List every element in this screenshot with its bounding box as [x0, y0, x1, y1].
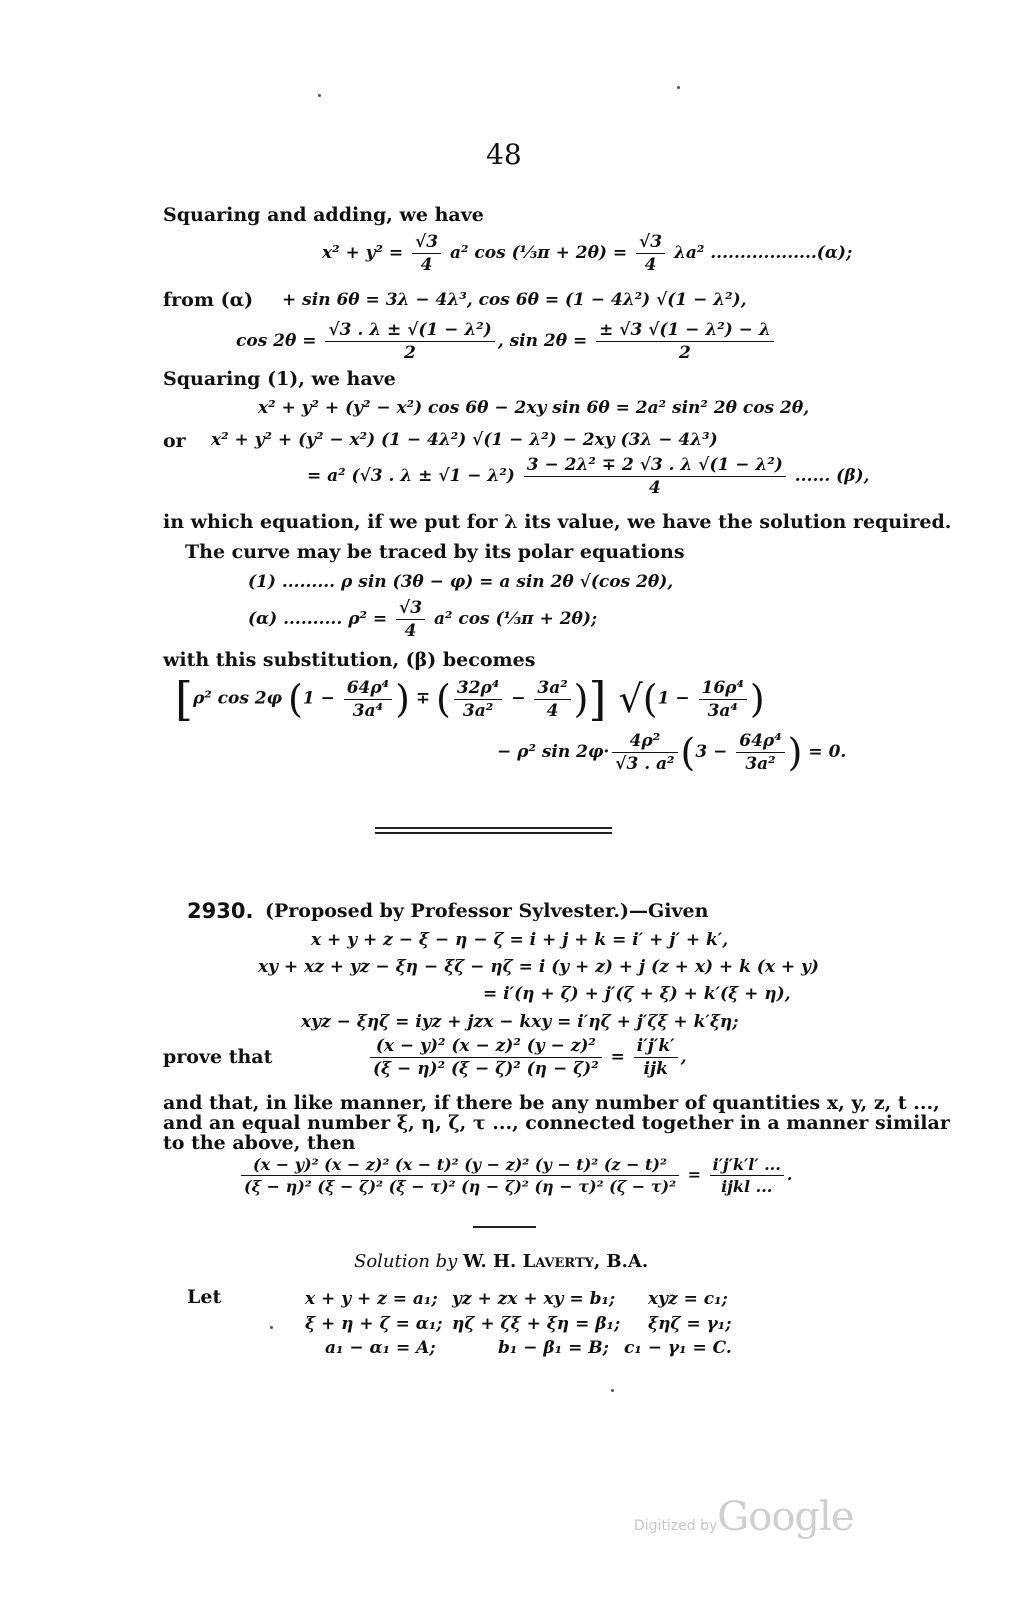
fraction-sqrt3-over-4: $\frac{√3}{4}$: [412, 232, 441, 275]
solution-eq-2b: ηζ + ζξ + ξη = β₁;: [452, 1314, 621, 1334]
solution-eq-3c: c₁ − γ₁ = C.: [624, 1338, 732, 1358]
prove-that-label: prove that: [163, 1046, 273, 1068]
let-label: Let: [187, 1286, 222, 1308]
fraction-prove-lhs: $\frac{\text{(x − y)² (x − z)² (y − z)²}}{\text{(ξ − η)² (ξ − ζ)² (η − ζ)²}}$: [370, 1036, 602, 1079]
solution-eq-3a: a₁ − α₁ = A;: [325, 1338, 436, 1358]
fraction-3a2-4: $\frac{\text{3a²}}{4}$: [534, 678, 570, 721]
big-equation-line-1: [ρ² cos 2φ (1 − $\frac{\text{64ρ⁴}}{\text{3a⁴}}$ ) ∓ ( $\frac{\text{32ρ⁴}}{\text{3a²}}$ − $\frac{\text{3a²}}{4}$ )] √(1 − $\frac{\text{16ρ⁴}}{\text{3a⁴}}$ ): [175, 672, 765, 726]
with-substitution-text: with this substitution, (β) becomes: [163, 649, 536, 671]
and-that-line-1: and that, in like manner, if there be any number of quantities x, y, z, t ...,: [163, 1092, 940, 1114]
proposed-by-text: (Proposed by Professor Sylvester.)—Given: [265, 900, 709, 922]
solution-eq-2a: ξ + η + ζ = α₁;: [305, 1314, 443, 1334]
solution-eq-1a: x + y + z = a₁;: [305, 1289, 438, 1309]
given-equation-3: = i′(η + ζ) + j′(ζ + ξ) + k′(ξ + η),: [483, 984, 791, 1004]
curve-traced-text: The curve may be traced by its polar equations: [185, 541, 685, 563]
page-number: 48: [486, 138, 522, 171]
equation-alpha: x² + y² = $\frac{√3}{4}$ a² cos (⅓π + 2θ) = $\frac{√3}{4}$ λa² ..................(α);: [322, 232, 853, 275]
equation-sin6-cos6: + sin 6θ = 3λ − 4λ³, cos 6θ = (1 − 4λ²) √(1 − λ²),: [282, 290, 747, 310]
fraction-4rho2-sqrt3a2: $\frac{\text{4ρ²}}{\text{√3 . a²}}$: [612, 731, 677, 774]
solution-eq-3b: b₁ − β₁ = B;: [498, 1338, 609, 1358]
fraction-cos2: $\frac{\text{√3 . λ ± √(1 − λ²)}}{2}$: [325, 320, 494, 363]
from-alpha-label: from (α): [163, 289, 254, 311]
fraction-beta: $\frac{\text{3 − 2λ² ∓ 2 √3 . λ √(1 − λ²)}}{4}$: [524, 455, 786, 498]
equation-or: x² + y² + (y² − x²) (1 − 4λ²) √(1 − λ²) − 2xy (3λ − 4λ³): [211, 430, 718, 450]
fraction-general-lhs: $\frac{\text{(x − y)² (x − z)² (x − t)² (y − z)² (y − t)² (z − t)²}}{\text{(ξ − η)² (ξ − ζ)² (ξ − τ)² (η − ζ)² (η − τ)² (ζ − τ)²}}$: [241, 1155, 679, 1196]
big-equation-line-2: − ρ² sin 2φ· $\frac{\text{4ρ²}}{\text{√3 . a²}}$ (3 − $\frac{\text{64ρ⁴}}{\text{3a²}}$ ) = 0.: [497, 730, 847, 775]
in-which-text: in which equation, if we put for λ its value, we have the solution required.: [163, 511, 952, 533]
and-that-line-3: to the above, then: [163, 1132, 356, 1154]
prove-equation: $\frac{\text{(x − y)² (x − z)² (y − z)²}}{\text{(ξ − η)² (ξ − ζ)² (η − ζ)²}}$ = $\frac{i'j'k'}{\text{ijk}}$ ,: [367, 1036, 687, 1079]
or-label: or: [163, 430, 186, 452]
fraction-sqrt3-over-4: $\frac{√3}{4}$: [396, 598, 425, 641]
polar-equation-1: (1) ......... ρ sin (3θ − φ) = a sin 2θ √(cos 2θ),: [248, 572, 674, 592]
general-equation: $\frac{\text{(x − y)² (x − z)² (x − t)² (y − z)² (y − t)² (z − t)²}}{\text{(ξ − η)² (ξ − ζ)² (ξ − τ)² (η − ζ)² (η − τ)² (ζ − τ)²}}$ = $\frac{i'j'k'l' ...}{\text{ijkl ...}}$ .: [238, 1155, 792, 1196]
squaring-adding-text: Squaring and adding, we have: [163, 204, 484, 226]
double-rule-top: [375, 827, 612, 829]
google-watermark: Digitized byGoogle: [634, 1494, 854, 1540]
fraction-16rho4-3a4: $\frac{\text{16ρ⁴}}{\text{3a⁴}}$: [699, 678, 747, 721]
squaring-1-text: Squaring (1), we have: [163, 368, 396, 390]
fraction-prove-rhs: $\frac{i'j'k'}{\text{ijk}}$: [634, 1036, 678, 1079]
problem-number: 2930.: [187, 899, 254, 923]
fraction-sin2: $\frac{\text{± √3 √(1 − λ²) − λ}}{2}$: [596, 320, 774, 363]
given-equation-4: xyz − ξηζ = iyz + jzx − kxy = i′ηζ + j′ζξ + k′ξη;: [301, 1012, 739, 1032]
given-equation-1: x + y + z − ξ − η − ζ = i + j + k = i′ + j′ + k′,: [311, 930, 729, 950]
double-rule-bottom: [375, 832, 612, 834]
solution-heading: Solution by W. H. Laverty, B.A.: [354, 1251, 649, 1272]
given-equation-2: xy + xz + yz − ξη − ξζ − ηζ = i (y + z) + j (z + x) + k (x + y): [258, 957, 819, 977]
scan-speck: [318, 94, 321, 97]
scan-speck: [611, 1389, 614, 1392]
polar-equation-alpha: (α) .......... ρ² = $\frac{√3}{4}$ a² cos (⅓π + 2θ);: [248, 598, 598, 641]
equation-cos2-sin2: cos 2θ = $\frac{\text{√3 . λ ± √(1 − λ²)}}{2}$ , sin 2θ = $\frac{\text{± √3 √(1 − λ²) − λ}}{2}$: [236, 320, 777, 363]
scan-speck: [677, 86, 680, 89]
fraction-general-rhs: $\frac{i'j'k'l' ...}{\text{ijkl ...}}$: [710, 1155, 784, 1196]
scan-speck: [270, 1326, 273, 1329]
equation-squared-1: x² + y² + (y² − x²) cos 6θ − 2xy sin 6θ = 2a² sin² 2θ cos 2θ,: [258, 398, 810, 418]
google-logo: Google: [717, 1494, 854, 1540]
short-rule: [473, 1226, 536, 1228]
fraction-64rho4-3a2: $\frac{\text{64ρ⁴}}{\text{3a²}}$: [736, 731, 784, 774]
and-that-line-2: and an equal number ξ, η, ζ, τ ..., connected together in a manner similar: [163, 1112, 950, 1134]
solution-eq-2c: ξηζ = γ₁;: [648, 1314, 732, 1334]
fraction-32rho4-3a2: $\frac{\text{32ρ⁴}}{\text{3a²}}$: [454, 678, 502, 721]
equation-beta: = a² (√3 . λ ± √1 − λ²) $\frac{\text{3 − 2λ² ∓ 2 √3 . λ √(1 − λ²)}}{4}$ ...... (β),: [307, 455, 870, 498]
solution-eq-1b: yz + zx + xy = b₁;: [452, 1289, 616, 1309]
fraction-sqrt3-over-4: $\frac{√3}{4}$: [636, 232, 665, 275]
fraction-64rho4-3a4: $\frac{\text{64ρ⁴}}{\text{3a⁴}}$: [344, 678, 392, 721]
solution-eq-1c: xyz = c₁;: [648, 1289, 728, 1309]
